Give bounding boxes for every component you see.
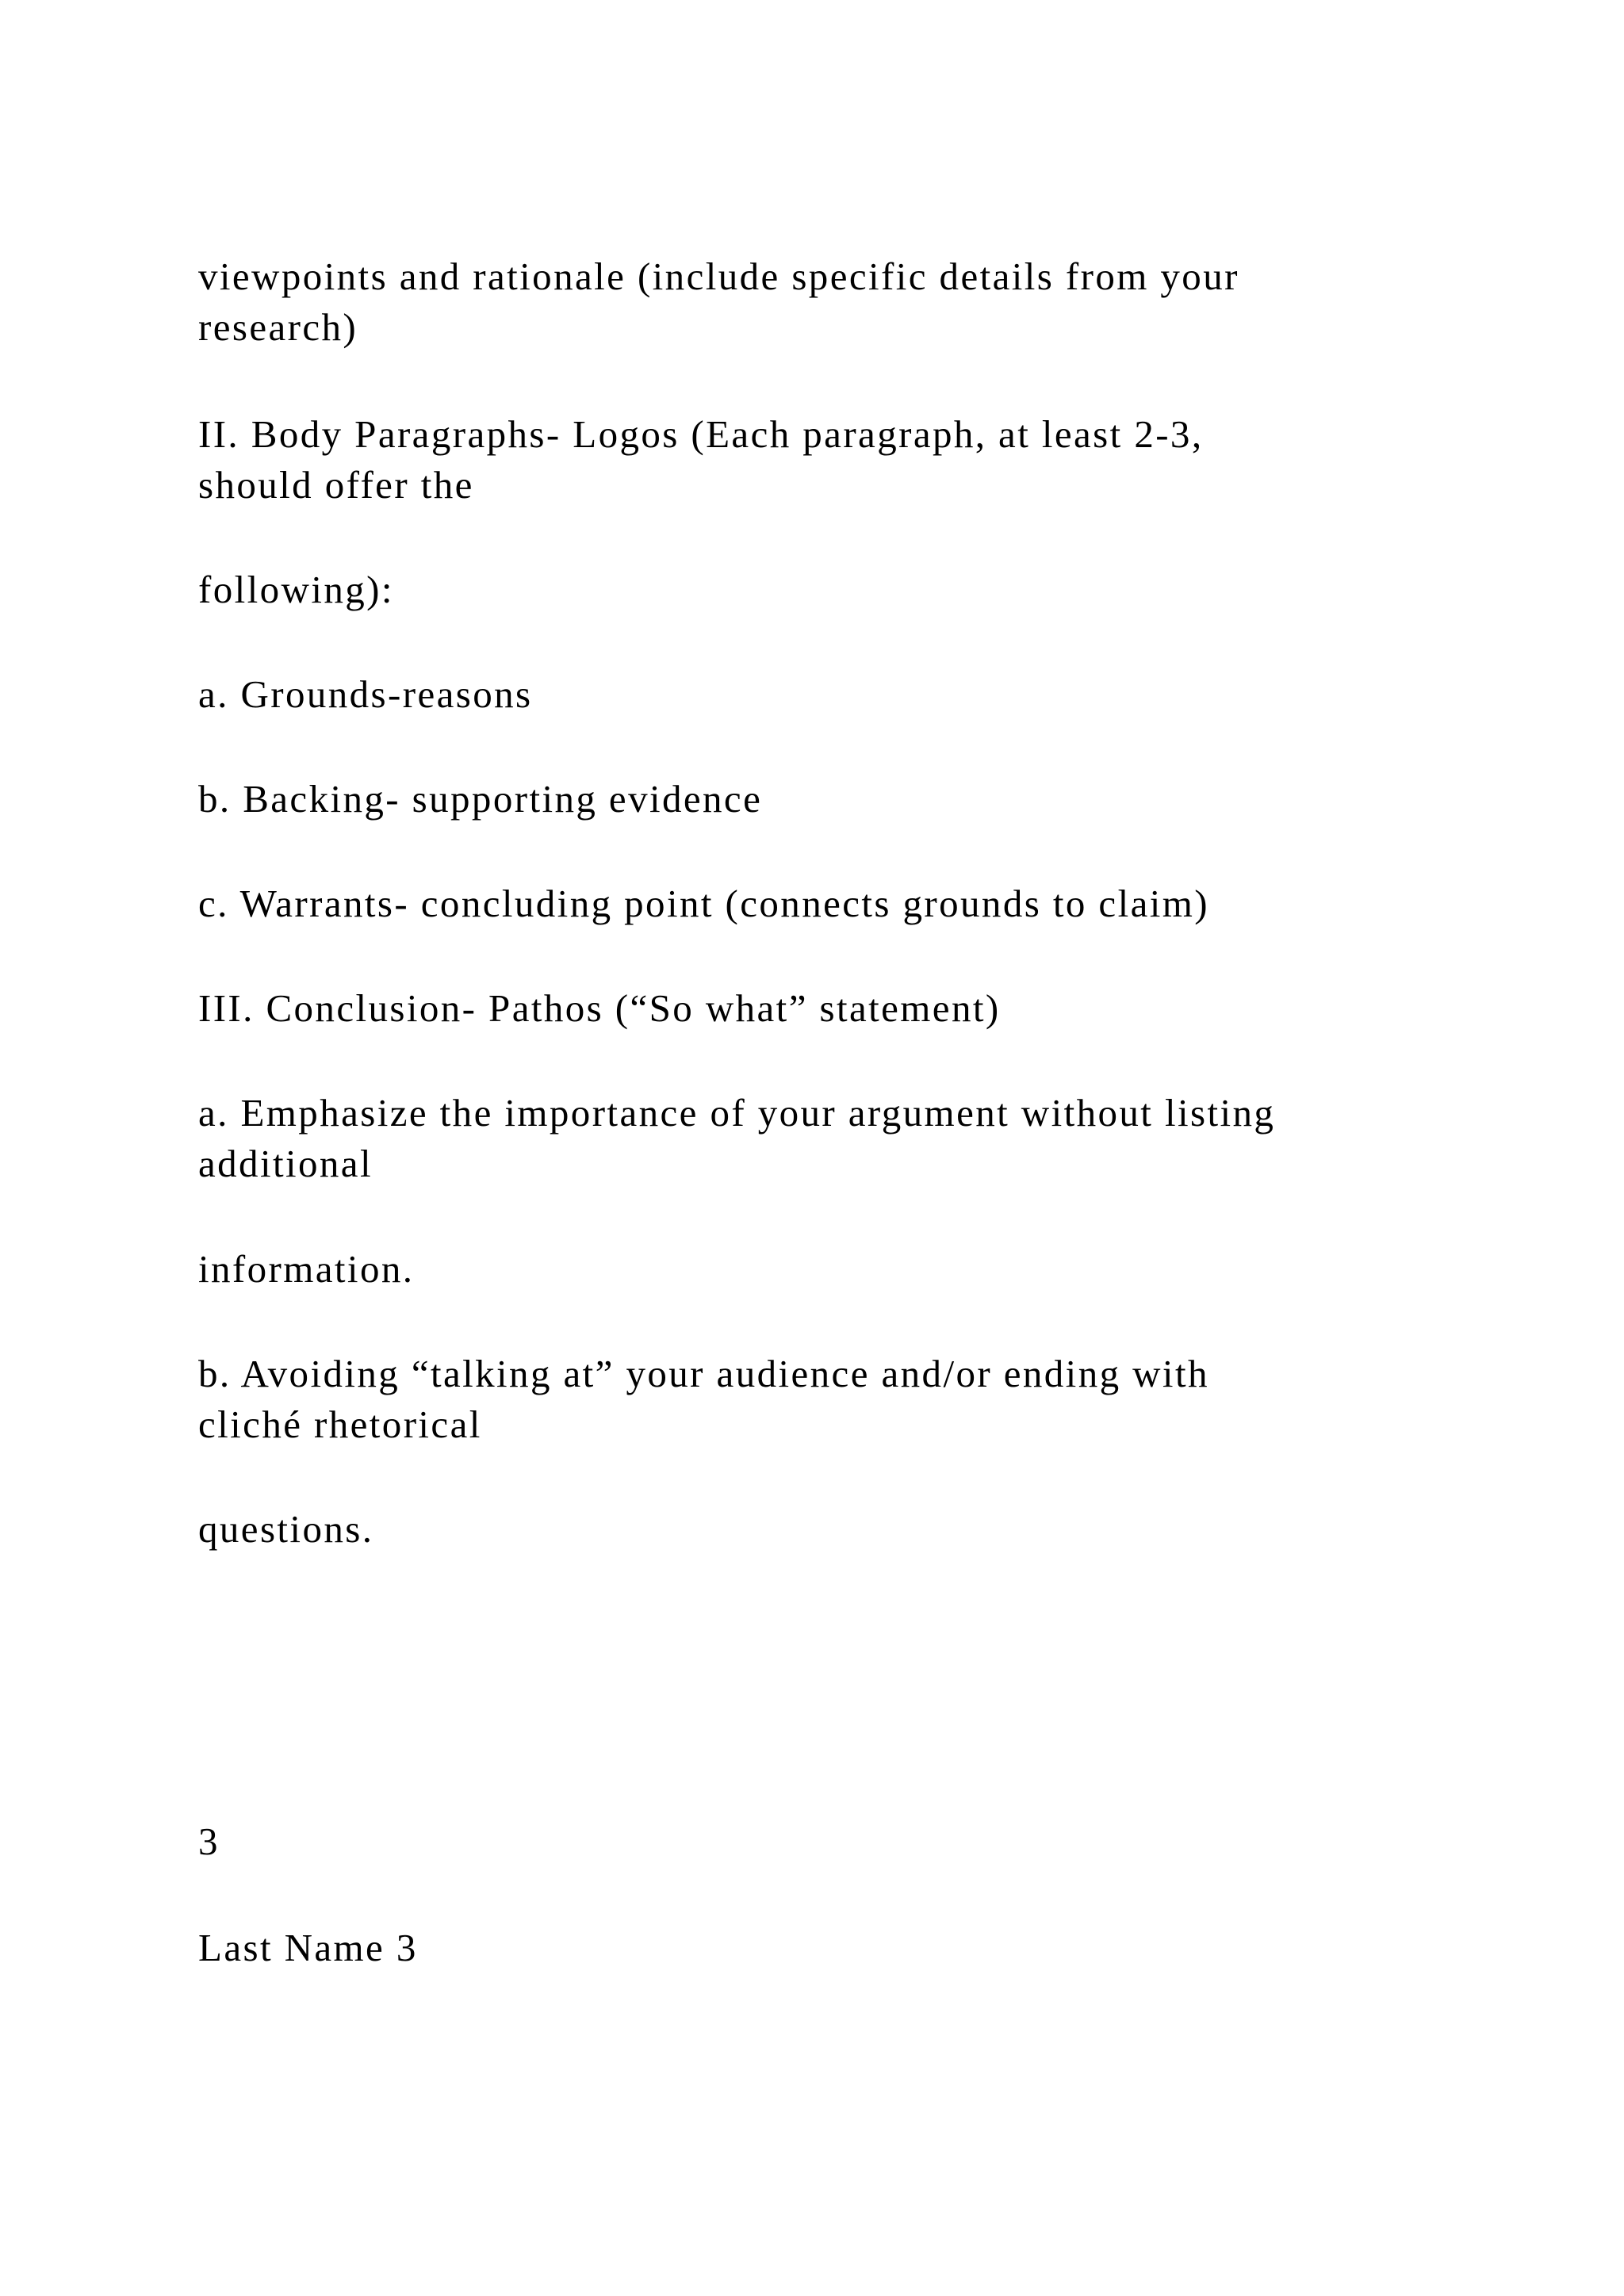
text-line: additional (198, 1142, 373, 1185)
text-line: III. Conclusion- Pathos (“So what” statement) (198, 986, 1001, 1030)
text-line: following): (198, 568, 394, 611)
text-line: research) (198, 305, 358, 349)
page-number: 3 (198, 1820, 220, 1863)
text-line: b. Backing- supporting evidence (198, 777, 763, 821)
running-header: Last Name 3 (198, 1926, 418, 1969)
text-line: II. Body Paragraphs- Logos (Each paragraph, at least 2-3, (198, 412, 1204, 456)
text-line: c. Warrants- concluding point (connects grounds to claim) (198, 882, 1209, 925)
text-line: a. Grounds-reasons (198, 672, 533, 716)
text-line: b. Avoiding “talking at” your audience and/or ending with (198, 1352, 1209, 1395)
text-line: information. (198, 1247, 415, 1291)
text-line: cliché rhetorical (198, 1402, 482, 1446)
text-line: a. Emphasize the importance of your argument without listing (198, 1091, 1276, 1135)
text-line: should offer the (198, 463, 474, 507)
text-line: questions. (198, 1507, 374, 1551)
text-line: viewpoints and rationale (include specific details from your (198, 254, 1239, 298)
